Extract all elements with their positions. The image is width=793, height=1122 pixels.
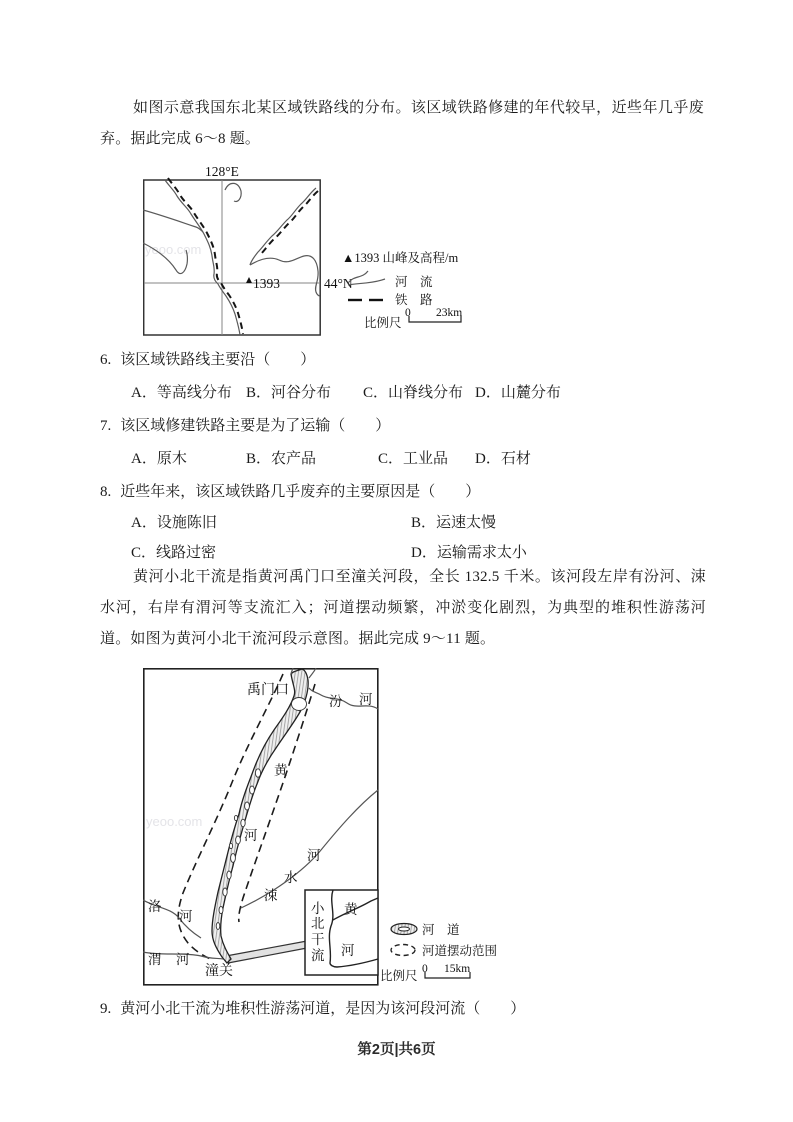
inset-label-xiaobei-2: 北 (311, 916, 325, 931)
peak-elevation: 1393 (253, 276, 280, 291)
option-8-b: B．运速太慢 (411, 515, 497, 531)
scale-label-2: 比例尺 (380, 969, 418, 983)
label-sushui-3: 河 (307, 848, 321, 863)
inset-label-he: 河 (341, 943, 355, 958)
option-7-b: B．农产品 (246, 451, 317, 467)
scale-max-2: 15km (444, 963, 471, 975)
inset-label-huang: 黄 (344, 902, 358, 917)
label-fen-2: 河 (359, 692, 373, 707)
passage-railway: 如图示意我国东北某区域铁路线的分布。该区域铁路修建的年代较早，近些年几乎废弃。据此完成 6～8 题。 (100, 100, 704, 147)
question-8-stem: 近些年来，该区域铁路几乎废弃的主要原因是（ ） (120, 484, 481, 500)
option-6-b: B．河谷分布 (246, 385, 332, 401)
label-huanghe-2: 河 (244, 828, 258, 843)
yellow-river-east-band (226, 941, 307, 963)
question-9 (100, 997, 525, 1018)
rivers (143, 180, 320, 335)
legend-swing: 河道摆动范围 (422, 944, 498, 958)
page-number: 第2页|共6页 (357, 1042, 436, 1058)
question-9-number: 9. (100, 1001, 112, 1017)
legend-channel: 河 道 (422, 923, 460, 937)
label-tongguan: 潼关 (205, 964, 233, 979)
question-6-number: 6. (100, 352, 112, 368)
legend-river: 河 流 (395, 275, 433, 289)
inset-label-xiaobei-4: 流 (311, 948, 325, 963)
question-9-stem: 黄河小北干流为堆积性游荡河道，是因为该河段河流（ ） (120, 1001, 526, 1017)
passage-yellow-river: 黄河小北干流是指黄河禹门口至潼关河段，全长 132.5 千米。该河段左岸有汾河、涑水河，右岸有渭河等支流汇入；河道摆动频繁，冲淤变化剧烈，为典型的堆积性游荡河道。如图为黄河小北干流河段示意图。据此完成 9～11 题。 (100, 569, 706, 647)
option-7-a: A．原木 (131, 451, 187, 467)
watermark: yeoo.com (145, 242, 202, 257)
option-6-c: C．山脊线分布 (363, 385, 464, 401)
inset-label-xiaobei-1: 小 (311, 901, 325, 916)
main-channel (212, 669, 308, 963)
option-7-d: D．石材 (475, 451, 531, 467)
label-sushui-2: 水 (284, 870, 298, 885)
scale-zero: 0 (405, 307, 411, 319)
label-weihe-2: 河 (176, 952, 190, 967)
question-6-stem: 该区域铁路线主要沿（ ） (120, 352, 316, 368)
swing-symbol (391, 945, 415, 956)
option-6-a: A．等高线分布 (131, 385, 232, 401)
braid-bars (216, 698, 306, 930)
option-6-d: D．山麓分布 (475, 385, 561, 401)
legend-railway: 铁 路 (395, 293, 433, 307)
label-yumenkou: 禹门口 (247, 683, 289, 698)
option-8-d: D．运输需求太小 (411, 545, 527, 561)
label-weihe-1: 渭 (148, 952, 162, 967)
railway-map-figure (143, 166, 483, 344)
map1-legend (342, 250, 462, 330)
river-symbol (348, 271, 385, 285)
yellow-river-map-figure (143, 668, 503, 986)
question-6 (100, 348, 315, 369)
legend-peak: ▲1393 山峰及高程/m (342, 251, 459, 265)
label-luohe-2: 河 (179, 909, 193, 924)
option-8-a: A．设施陈旧 (131, 515, 217, 531)
label-luohe-1: 洛 (148, 899, 162, 914)
option-8-c: C．线路过密 (131, 545, 217, 561)
question-8 (100, 480, 480, 501)
scale-max: 23km (436, 307, 463, 319)
question-7-number: 7. (100, 418, 112, 434)
question-7 (100, 414, 390, 435)
latitude-label: 44°N (324, 276, 353, 291)
question-7-stem: 该区域修建铁路主要是为了运输（ ） (120, 418, 391, 434)
longitude-label: 128°E (205, 166, 239, 179)
map1-frame (144, 180, 321, 335)
inset-label-xiaobei-3: 干 (311, 932, 325, 947)
inset-map (305, 890, 378, 975)
scale-label: 比例尺 (364, 316, 402, 330)
map2-legend (380, 923, 497, 983)
question-8-number: 8. (100, 484, 112, 500)
label-fen-1: 汾 (329, 694, 343, 709)
watermark-2: yeoo.com (146, 814, 203, 829)
label-sushui-1: 涑 (264, 888, 278, 903)
scale-zero-2: 0 (422, 963, 428, 975)
option-7-c: C．工业品 (378, 451, 449, 467)
label-huanghe-1: 黄 (274, 763, 288, 778)
